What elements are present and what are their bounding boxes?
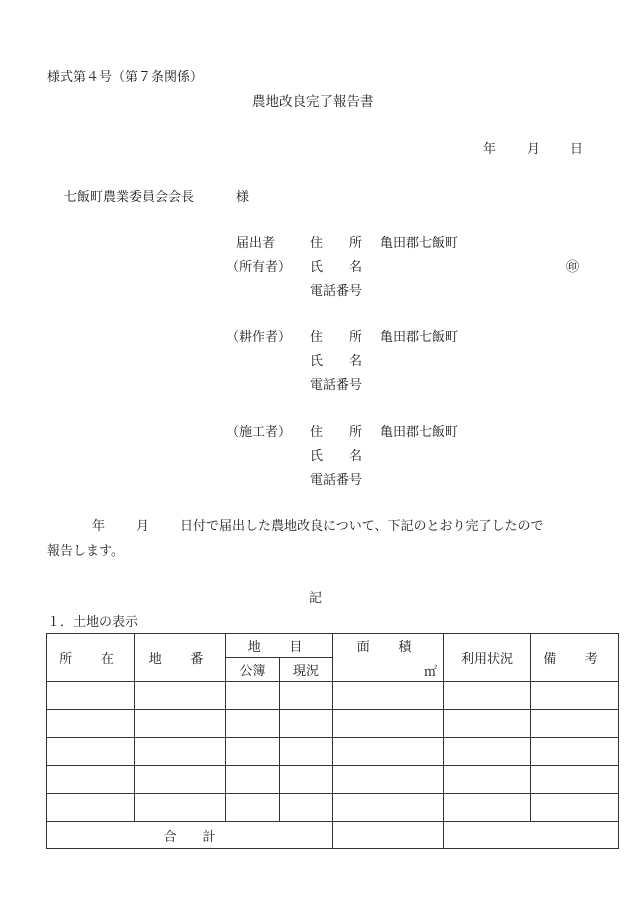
contractor-phone-label: 電話番号 xyxy=(310,473,363,488)
notifier-address-label: 住 所 xyxy=(310,236,363,251)
total-label: 合 計 xyxy=(47,822,333,849)
addressee-name: 七飯町農業委員会会長 xyxy=(64,190,195,205)
table-cell[interactable] xyxy=(280,794,333,822)
header-usage: 利用状況 xyxy=(444,634,531,682)
header-land-category: 地 目 xyxy=(226,634,333,658)
date-month-label: 月 xyxy=(527,142,541,157)
table-cell[interactable] xyxy=(47,710,135,738)
table-cell[interactable] xyxy=(444,682,531,710)
table-cell[interactable] xyxy=(333,766,444,794)
table-cell[interactable] xyxy=(135,738,226,766)
contractor-address-value: 亀田郡七飯町 xyxy=(380,425,459,440)
table-row xyxy=(47,682,619,710)
cultivator-phone-label: 電話番号 xyxy=(310,378,363,393)
table-cell[interactable] xyxy=(226,682,280,710)
header-registry: 公簿 xyxy=(226,658,280,682)
body-month: 月 xyxy=(136,519,150,534)
table-cell[interactable] xyxy=(226,766,280,794)
section-heading: １．土地の表示 xyxy=(47,615,139,630)
table-cell[interactable] xyxy=(47,738,135,766)
table-row xyxy=(47,738,619,766)
contractor-address-label: 住 所 xyxy=(310,425,363,440)
table-cell[interactable] xyxy=(444,794,531,822)
table-cell[interactable] xyxy=(135,794,226,822)
table-cell[interactable] xyxy=(444,738,531,766)
table-cell[interactable] xyxy=(280,710,333,738)
table-cell[interactable] xyxy=(280,738,333,766)
table-cell[interactable] xyxy=(47,682,135,710)
table-cell[interactable] xyxy=(531,766,619,794)
table-cell[interactable] xyxy=(531,682,619,710)
table-cell[interactable] xyxy=(226,738,280,766)
table-row xyxy=(47,794,619,822)
header-current: 現況 xyxy=(280,658,333,682)
notifier-role-owner: （所有者） xyxy=(226,260,292,275)
table-cell[interactable] xyxy=(333,710,444,738)
body-line1: 日付で届出した農地改良について、下記のとおり完了したので xyxy=(180,519,544,534)
table-cell[interactable] xyxy=(444,710,531,738)
cultivator-name-label: 氏 名 xyxy=(310,354,363,369)
document-title: 農地改良完了報告書 xyxy=(252,94,374,110)
total-empty-cell[interactable] xyxy=(444,822,619,849)
table-cell[interactable] xyxy=(280,682,333,710)
header-lot-number: 地 番 xyxy=(135,634,226,682)
table-cell[interactable] xyxy=(47,794,135,822)
area-unit: ㎡ xyxy=(423,664,437,680)
table-cell[interactable] xyxy=(226,794,280,822)
table-cell[interactable] xyxy=(135,682,226,710)
table-cell[interactable] xyxy=(333,738,444,766)
notifier-name-label: 氏 名 xyxy=(310,260,363,275)
body-line2: 報告します。 xyxy=(47,544,124,559)
cultivator-address-label: 住 所 xyxy=(310,330,363,345)
table-cell[interactable] xyxy=(531,710,619,738)
form-number: 様式第４号（第７条関係） xyxy=(47,70,204,85)
body-year: 年 xyxy=(92,519,106,534)
date-year-label: 年 xyxy=(483,142,497,157)
table-cell[interactable] xyxy=(226,710,280,738)
header-area: 面 積 ㎡ xyxy=(333,634,444,682)
seal-mark: ㊞ xyxy=(566,260,580,275)
contractor-role: （施工者） xyxy=(226,425,292,440)
table-cell[interactable] xyxy=(135,766,226,794)
notifier-role: 届出者 xyxy=(236,236,276,251)
table-row xyxy=(47,766,619,794)
table-cell[interactable] xyxy=(444,766,531,794)
notifier-phone-label: 電話番号 xyxy=(310,284,363,299)
cultivator-address-value: 亀田郡七飯町 xyxy=(380,330,459,345)
addressee-honorific: 様 xyxy=(236,190,250,205)
table-cell[interactable] xyxy=(280,766,333,794)
land-table xyxy=(46,633,619,849)
date-day-label: 日 xyxy=(570,142,584,157)
ki-heading: 記 xyxy=(309,591,323,606)
notifier-address-value: 亀田郡七飯町 xyxy=(380,236,459,251)
cultivator-role: （耕作者） xyxy=(226,330,292,345)
contractor-name-label: 氏 名 xyxy=(310,449,363,464)
table-cell[interactable] xyxy=(333,794,444,822)
table-cell[interactable] xyxy=(531,738,619,766)
header-location: 所 在 xyxy=(47,634,135,682)
header-remarks: 備 考 xyxy=(531,634,619,682)
table-row xyxy=(47,710,619,738)
total-row xyxy=(47,822,619,849)
total-area-cell[interactable] xyxy=(333,822,444,849)
table-cell[interactable] xyxy=(47,766,135,794)
table-cell[interactable] xyxy=(333,682,444,710)
table-cell[interactable] xyxy=(531,794,619,822)
table-cell[interactable] xyxy=(135,710,226,738)
